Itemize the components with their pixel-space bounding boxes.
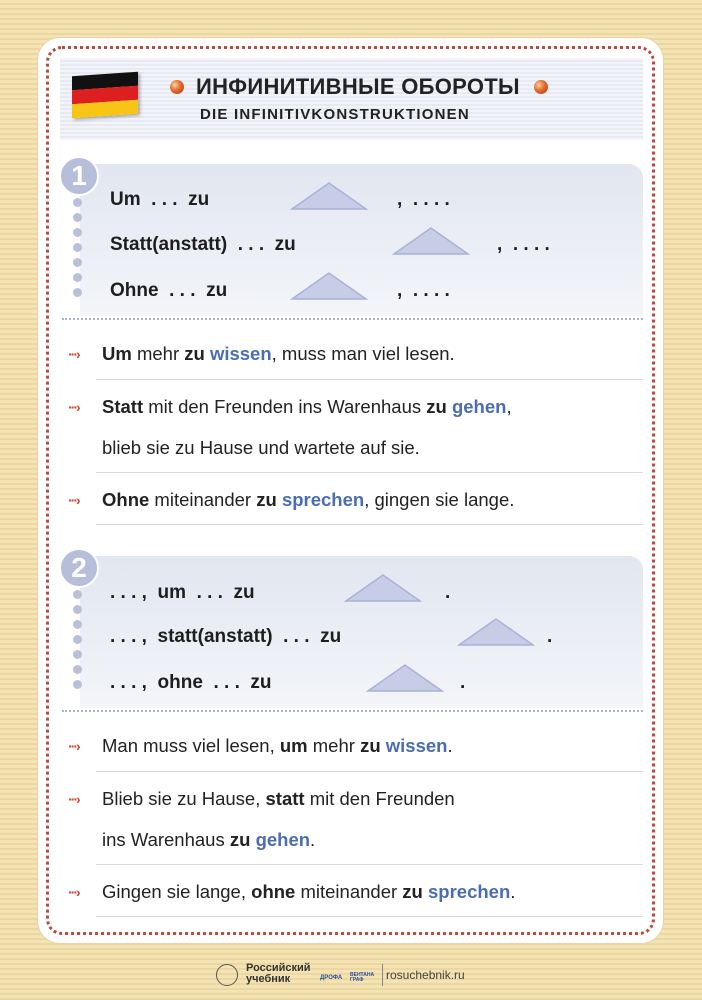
text-segment: , gingen sie lange. [364, 489, 515, 510]
text-segment: mehr [131, 343, 185, 364]
publisher-logo-icon [216, 964, 238, 986]
keyword: zu [360, 735, 381, 756]
section2-pattern-1: . . . , um . . . zu [110, 582, 255, 603]
publisher-name [246, 963, 311, 985]
section2-triangle-1-icon [344, 573, 422, 603]
section2-example1-line1 [102, 735, 453, 757]
section2-pattern-3: . . . , ohne . . . zu [110, 672, 272, 693]
site-separator [382, 964, 383, 986]
section1-example1-line1 [102, 343, 455, 365]
text-segment: miteinander [295, 881, 403, 902]
section1-triangle-2-icon [392, 226, 470, 256]
divider [96, 771, 643, 772]
section2-example2-arrow-icon: ···› [68, 791, 79, 807]
text-segment: Gingen sie lange, [102, 881, 252, 902]
title-bullet-left-icon [170, 80, 184, 94]
section1-number-badge: 1 [59, 156, 99, 196]
keyword: Ohne [102, 489, 150, 510]
divider [96, 379, 643, 380]
text-segment: mit den Freunden [304, 788, 455, 809]
text-segment: mit den Freunden ins Warenhaus [143, 396, 427, 417]
section2-separator [62, 710, 643, 712]
section2-example2-line1 [102, 788, 455, 810]
section2-pattern-2: . . . , statt(anstatt) . . . zu [110, 626, 342, 647]
section1-example2-line1 [102, 396, 512, 418]
title-bullet-right-icon [534, 80, 548, 94]
section2-triangle-2-icon [457, 617, 535, 647]
divider [96, 524, 643, 525]
section2-pattern-2-tail: . [547, 626, 553, 647]
text-segment: miteinander [149, 489, 257, 510]
section1-separator [62, 318, 643, 320]
keyword: zu [402, 881, 423, 902]
ventana-logo-icon: ВЕНТАНА ГРАФ [350, 972, 375, 983]
keyword: ohne [251, 881, 296, 902]
section1-pattern-2-tail: , . . . . [497, 234, 550, 255]
text-segment: Blieb sie zu Hause, [102, 788, 266, 809]
infinitive-verb: gehen [451, 396, 507, 417]
section1-example2-line2 [102, 437, 420, 459]
german-flag-icon [72, 72, 138, 119]
section2-number-badge: 2 [59, 548, 99, 588]
text-segment: blieb sie zu Hause und wartete auf sie. [102, 437, 420, 458]
section2-vertical-dots [73, 590, 81, 695]
section1-triangle-1-icon [290, 181, 368, 211]
section2-example3-line1 [102, 881, 515, 903]
infinitive-verb: wissen [385, 735, 448, 756]
section2-pattern-3-tail: . [460, 672, 466, 693]
section2-example2-line2 [102, 829, 315, 851]
section1-example3-arrow-icon: ···› [68, 492, 79, 508]
section1-pattern-1: Um . . . zu [110, 189, 210, 210]
text-segment: . [447, 735, 453, 756]
keyword: Statt [102, 396, 144, 417]
text-segment: , [506, 396, 512, 417]
section2-triangle-3-icon [366, 663, 444, 693]
text-segment: Man muss viel lesen, [102, 735, 280, 756]
section1-pattern-2: Statt(anstatt) . . . zu [110, 234, 296, 255]
keyword: zu [184, 343, 205, 364]
title-german: DIE INFINITIVKONSTRUKTIONEN [200, 106, 470, 123]
section2-example1-arrow-icon: ···› [68, 738, 79, 754]
section1-pattern-3-tail: , . . . . [397, 280, 450, 301]
section1-pattern-3: Ohne . . . zu [110, 280, 228, 301]
infinitive-verb: sprechen [428, 881, 511, 902]
text-segment: mehr [307, 735, 361, 756]
text-segment: . [310, 829, 316, 850]
text-segment: . [510, 881, 516, 902]
drofa-logo-icon: ДРОФА [320, 975, 343, 981]
divider [96, 472, 643, 473]
text-segment: ins Warenhaus [102, 829, 230, 850]
keyword: zu [256, 489, 277, 510]
site-link[interactable]: rosuchebnik.ru [386, 968, 465, 982]
section1-example3-line1 [102, 489, 514, 511]
section1-pattern-1-tail: , . . . . [397, 189, 450, 210]
keyword: Um [102, 343, 132, 364]
keyword: zu [229, 829, 251, 850]
section1-triangle-3-icon [290, 271, 368, 301]
keyword: zu [426, 396, 447, 417]
title-russian: ИНФИНИТИВНЫЕ ОБОРОТЫ [196, 74, 520, 99]
publisher-name-line1: Российский [246, 962, 311, 974]
divider [96, 916, 643, 917]
infinitive-verb: wissen [209, 343, 272, 364]
section1-example2-arrow-icon: ···› [68, 399, 79, 415]
infinitive-verb: gehen [255, 829, 311, 850]
infinitive-verb: sprechen [281, 489, 365, 510]
keyword: statt [265, 788, 305, 809]
text-segment: , muss man viel lesen. [271, 343, 455, 364]
section1-vertical-dots [73, 198, 81, 303]
divider [96, 864, 643, 865]
section2-example3-arrow-icon: ···› [68, 884, 79, 900]
section1-example1-arrow-icon: ···› [68, 346, 79, 362]
section2-pattern-1-tail: . [445, 582, 451, 603]
keyword: um [279, 735, 308, 756]
publisher-name-line2: учебник [246, 973, 291, 985]
